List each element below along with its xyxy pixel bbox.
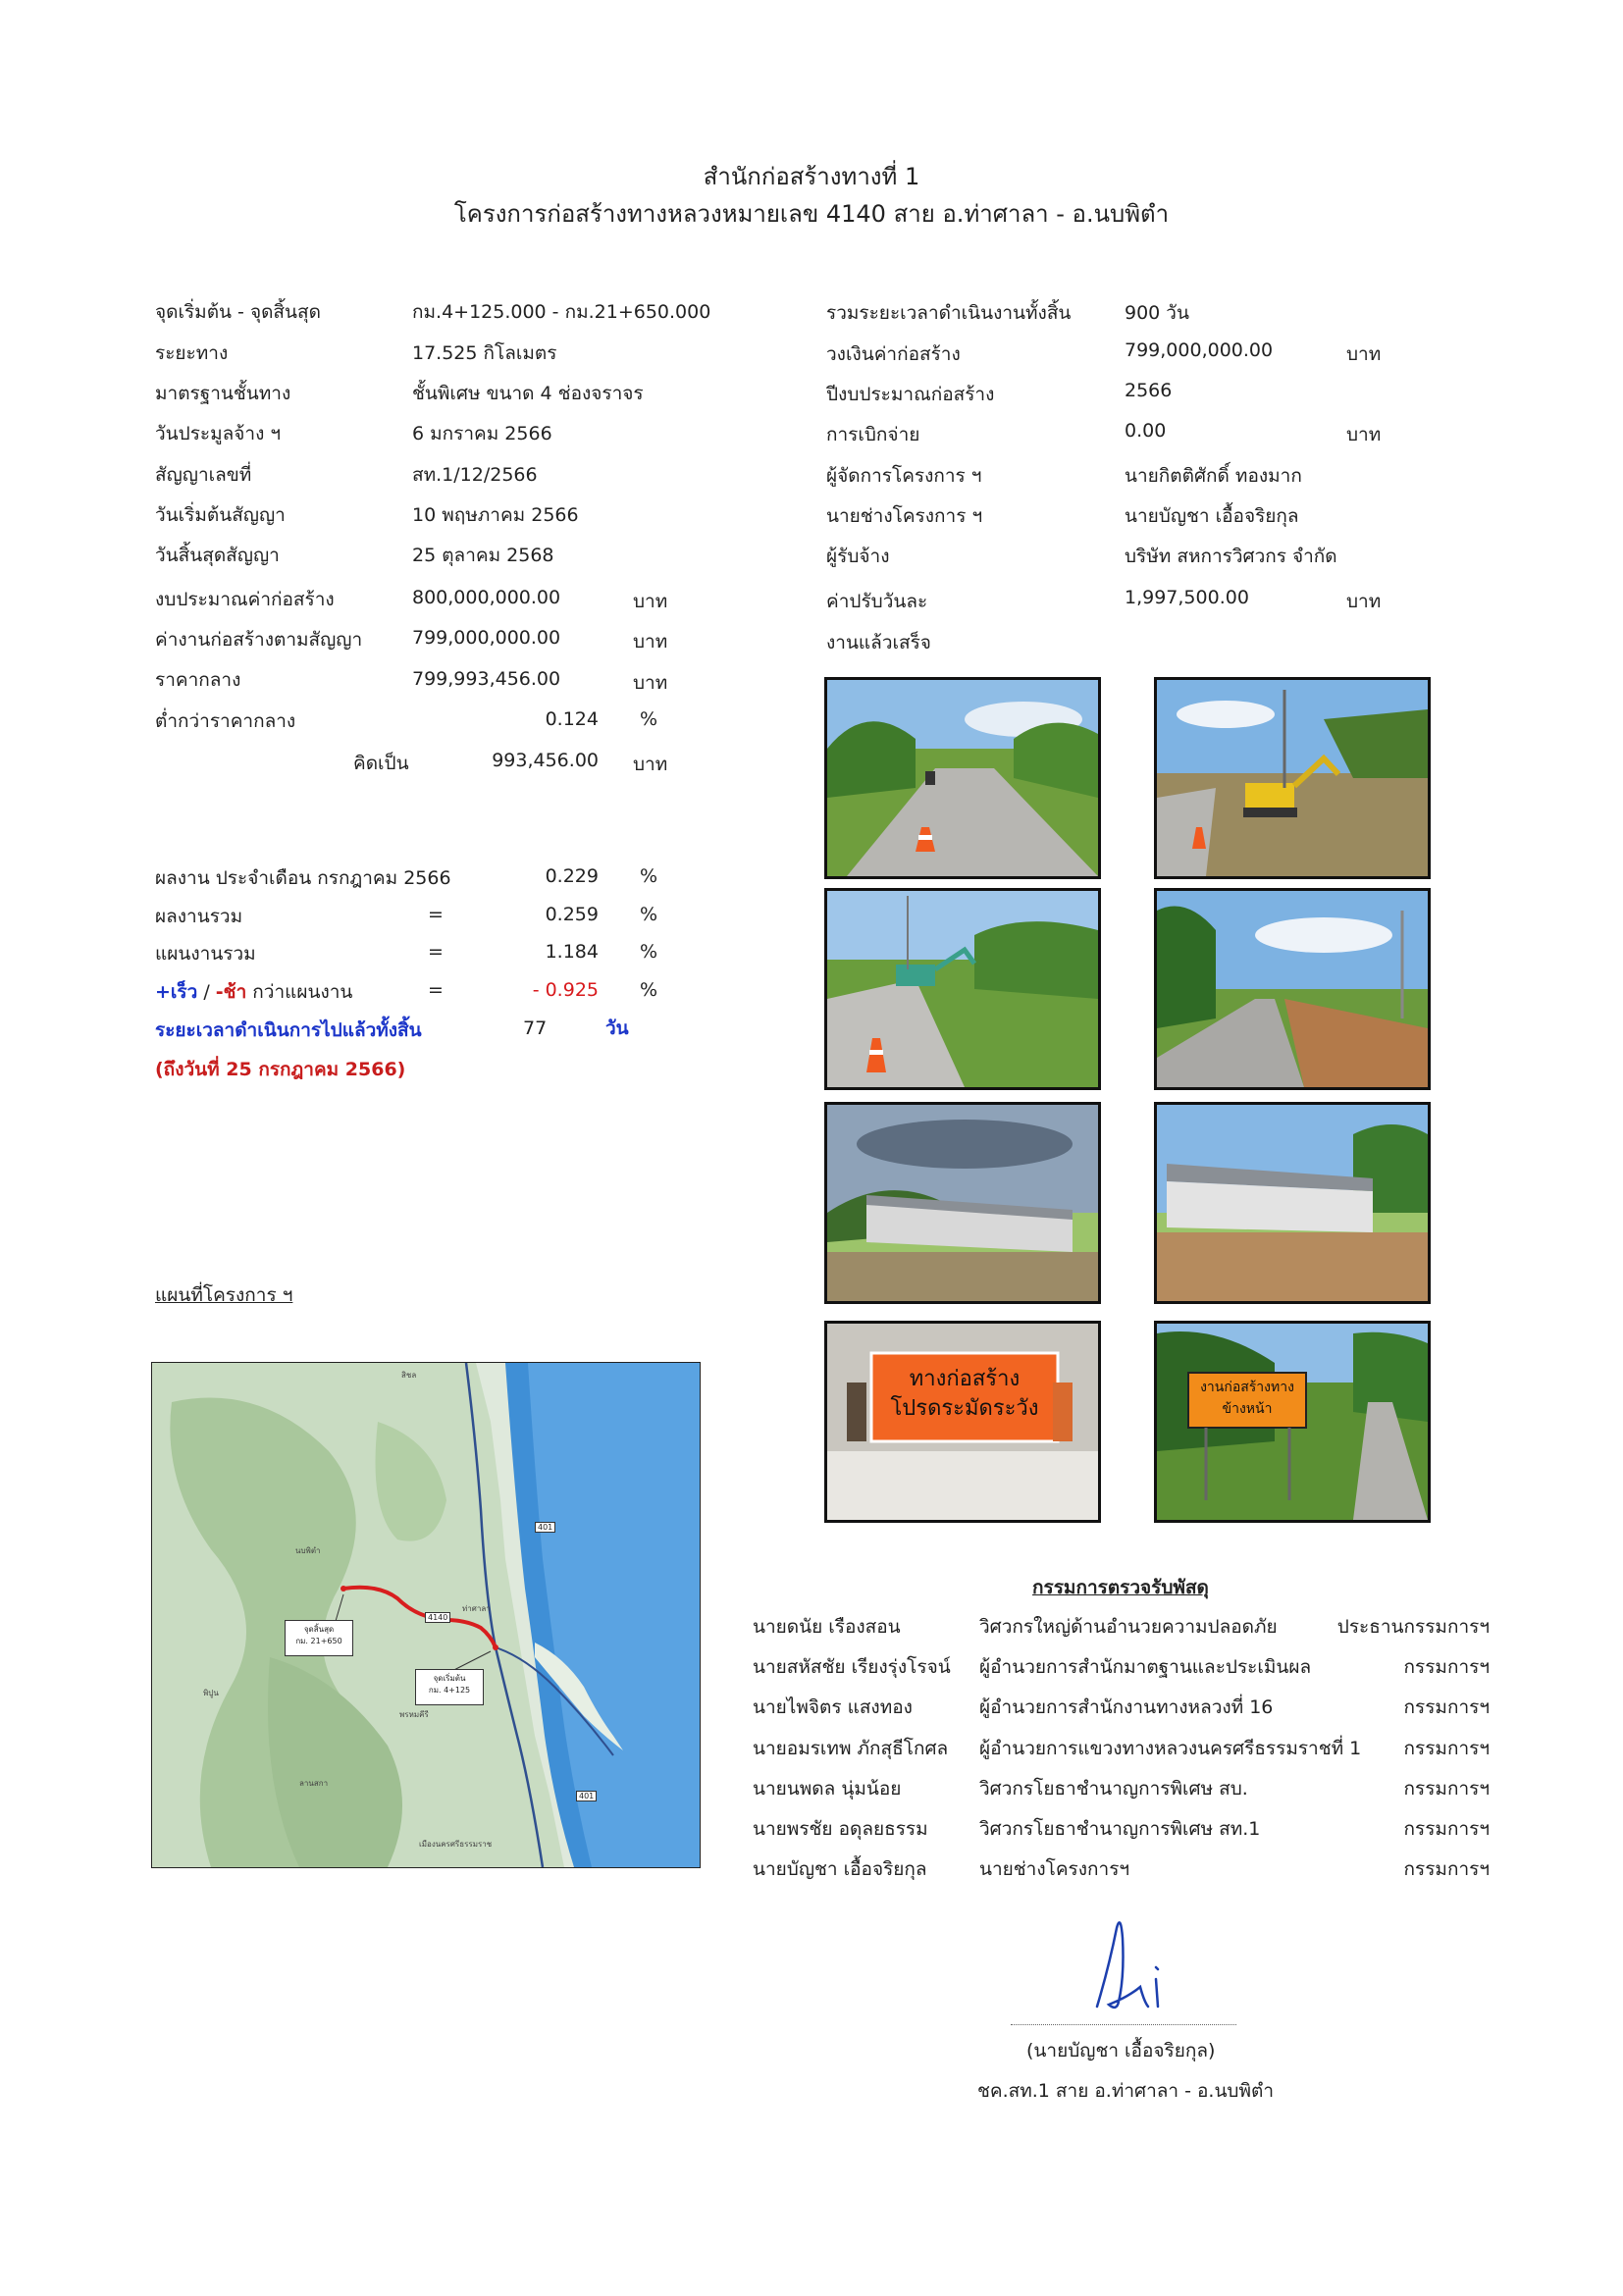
member-position: วิศวกรโยธาชำนาญการพิเศษ สบ. — [979, 1778, 1248, 1800]
left-value: 800,000,000.00 — [412, 587, 561, 608]
diff-sep: / — [197, 981, 216, 1003]
right-value: 799,000,000.00 — [1125, 339, 1274, 361]
place-label: ท่าศาลา — [462, 1604, 491, 1613]
site-photo-road-cone — [824, 677, 1101, 879]
left-value: ชั้นพิเศษ ขนาด 4 ช่องจราจร — [412, 383, 644, 404]
plan-progress-label: แผนงานรวม — [155, 943, 256, 965]
equals-sign: = — [428, 941, 444, 963]
left-label: วันสิ้นสุดสัญญา — [155, 545, 280, 566]
right-value: 900 วัน — [1125, 302, 1189, 324]
place-label: พิปูน — [203, 1689, 219, 1697]
left-value: สท.1/12/2566 — [412, 464, 538, 486]
left-value: 799,993,456.00 — [412, 668, 561, 690]
equals-sign: = — [428, 979, 444, 1001]
place-label: สิชล — [401, 1371, 417, 1380]
elapsed-label: ระยะเวลาดำเนินการไปแล้วทั้งสิ้น — [155, 1019, 422, 1041]
left-label: วันเริ่มต้นสัญญา — [155, 504, 286, 526]
monthly-progress-value: 0.229 — [545, 865, 599, 887]
diff-fast-label: +เร็ว — [155, 981, 198, 1003]
highway-badge: 401 — [535, 1522, 555, 1533]
photo-8-svg — [1157, 1324, 1428, 1520]
right-label: วงเงินค่าก่อสร้าง — [826, 343, 961, 365]
left-label: ราคากลาง — [155, 669, 241, 691]
member-name: นายบัญชา เอื้อจริยกุล — [753, 1858, 927, 1880]
right-label: รวมระยะเวลาดำเนินงานทั้งสิ้น — [826, 302, 1072, 324]
equivalent-unit: บาท — [633, 754, 668, 775]
sign-line1: ทางก่อสร้าง — [909, 1367, 1021, 1391]
total-progress-label: ผลงานรวม — [155, 906, 243, 927]
site-photo-roadside-excavator — [824, 888, 1101, 1090]
plan-progress-value: 1.184 — [545, 941, 599, 963]
left-value: กม.4+125.000 - กม.21+650.000 — [412, 301, 711, 323]
left-unit: บาท — [633, 672, 668, 694]
signer-name: (นายบัญชา เอื้อจริยกุล) — [1026, 2040, 1216, 2061]
right-label: ผู้จัดการโครงการ ฯ — [826, 465, 982, 487]
start-callout-line1: จุดเริ่มต้น — [433, 1674, 466, 1683]
left-unit: บาท — [633, 631, 668, 652]
photo-3-svg — [827, 891, 1098, 1087]
left-value: 10 พฤษภาคม 2566 — [412, 504, 579, 526]
left-label: งบประมาณค่าก่อสร้าง — [155, 589, 335, 610]
project-title: โครงการก่อสร้างทางหลวงหมายเลข 4140 สาย อ.ท่าศาลา - อ.นบพิตำ — [453, 200, 1170, 228]
right-unit: บาท — [1346, 424, 1382, 445]
sign-line2: โปรดระมัดระวัง — [890, 1396, 1039, 1421]
left-label: มาตรฐานชั้นทาง — [155, 383, 291, 404]
member-role: กรรมการฯ — [1403, 1818, 1490, 1840]
sign-line2: ข้างหน้า — [1222, 1401, 1273, 1417]
photo-6-svg — [1157, 1105, 1428, 1301]
right-label: ผู้รับจ้าง — [826, 546, 890, 567]
signer-title: ชค.สท.1 สาย อ.ท่าศาลา - อ.นบพิตำ — [977, 2080, 1275, 2102]
left-label: สัญญาเลขที่ — [155, 464, 252, 486]
right-value: 1,997,500.00 — [1125, 587, 1249, 608]
member-role: กรรมการฯ — [1403, 1696, 1490, 1718]
left-value: 17.525 กิโลเมตร — [412, 342, 557, 364]
diff-value: - 0.925 — [532, 979, 599, 1001]
end-callout-line2: กม. 21+650 — [295, 1637, 342, 1645]
right-value: นายบัญชา เอื้อจริยกุล — [1125, 505, 1299, 527]
right-label: นายช่างโครงการ ฯ — [826, 505, 983, 527]
equivalent-label: คิดเป็น — [353, 753, 409, 774]
member-name: นายอมรเทพ ภักสุธีโกศล — [753, 1738, 949, 1759]
diff-label — [155, 977, 352, 1007]
place-label: เมืองนครศรีธรรมราช — [419, 1840, 493, 1849]
member-position: นายช่างโครงการฯ — [979, 1858, 1130, 1880]
member-role: กรรมการฯ — [1403, 1656, 1490, 1678]
member-position: วิศวกรโยธาชำนาญการพิเศษ สท.1 — [979, 1818, 1261, 1840]
start-point-callout — [415, 1669, 484, 1705]
member-role: ประธานกรรมการฯ — [1336, 1616, 1490, 1638]
photo-2-svg — [1157, 680, 1428, 876]
member-position: วิศวกรใหญ่ด้านอำนวยความปลอดภัย — [979, 1616, 1278, 1638]
member-position: ผู้อำนวยการสำนักมาตฐานและประเมินผล — [979, 1656, 1312, 1678]
equals-sign: = — [428, 904, 444, 925]
as-of-date: (ถึงวันที่ 25 กรกฎาคม 2566) — [155, 1059, 406, 1080]
left-label: ระยะทาง — [155, 342, 229, 364]
site-photo-building-side — [824, 1102, 1101, 1304]
right-label: การเบิกจ่าย — [826, 424, 920, 445]
equivalent-value: 993,456.00 — [492, 750, 599, 771]
member-role: กรรมการฯ — [1403, 1858, 1490, 1880]
elapsed-unit: วัน — [605, 1018, 629, 1039]
member-position: ผู้อำนวยการแขวงทางหลวงนครศรีธรรมราชที่ 1 — [979, 1738, 1362, 1759]
percent-unit: % — [640, 979, 658, 1001]
left-label: ค่างานก่อสร้างตามสัญญา — [155, 629, 363, 651]
site-photo-warning-sign-1 — [824, 1321, 1101, 1523]
office-title: สำนักก่อสร้างทางที่ 1 — [703, 163, 920, 190]
total-progress-value: 0.259 — [545, 904, 599, 925]
sign-line1: งานก่อสร้างทาง — [1200, 1380, 1294, 1395]
member-name: นายไพจิตร แสงทอง — [753, 1696, 913, 1718]
percent-unit: % — [640, 941, 658, 963]
handwritten-signature — [1079, 1908, 1187, 2026]
sign-text — [1190, 1377, 1304, 1420]
sign-text — [886, 1365, 1043, 1424]
map-heading: แผนที่โครงการ ฯ — [155, 1284, 293, 1306]
right-value: บริษัท สหการวิศวกร จำกัด — [1125, 546, 1337, 567]
right-value: 0.00 — [1125, 420, 1167, 442]
site-photo-building-front — [1154, 1102, 1431, 1304]
photo-5-svg — [827, 1105, 1098, 1301]
project-map — [151, 1362, 701, 1868]
left-label: จุดเริ่มต้น - จุดสิ้นสุด — [155, 301, 321, 323]
left-label: ต่ำกว่าราคากลาง — [155, 710, 296, 732]
member-name: นายนพดล นุ่มน้อย — [753, 1778, 902, 1800]
signature-line — [1011, 2024, 1236, 2025]
photo-4-svg — [1157, 891, 1428, 1087]
committee-heading: กรรมการตรวจรับพัสดุ — [1032, 1577, 1209, 1598]
site-photo-road-shoulder — [1154, 888, 1431, 1090]
diff-rest-label: กว่าแผนงาน — [246, 981, 353, 1003]
place-label: นบพิตำ — [295, 1546, 321, 1555]
diff-slow-label: -ช้า — [215, 981, 247, 1003]
right-label: ปีงบประมาณก่อสร้าง — [826, 384, 995, 405]
left-unit: บาท — [633, 591, 668, 612]
percent-unit: % — [640, 904, 658, 925]
member-role: กรรมการฯ — [1403, 1778, 1490, 1800]
start-callout-line2: กม. 4+125 — [428, 1686, 471, 1695]
site-photo-warning-sign-2 — [1154, 1321, 1431, 1523]
left-value: 0.124 — [545, 708, 599, 730]
site-photo-excavator — [1154, 677, 1431, 879]
right-unit: บาท — [1346, 343, 1382, 365]
member-name: นายพรชัย อดุลยธรรม — [753, 1818, 928, 1840]
left-value: 25 ตุลาคม 2568 — [412, 545, 554, 566]
place-label: ลานสกา — [299, 1779, 329, 1788]
member-role: กรรมการฯ — [1403, 1738, 1490, 1759]
member-name: นายดนัย เรืองสอน — [753, 1616, 901, 1638]
right-unit: บาท — [1346, 591, 1382, 612]
end-callout-line1: จุดสิ้นสุด — [303, 1625, 335, 1634]
end-point-callout — [285, 1620, 353, 1656]
left-unit: % — [640, 708, 658, 730]
route-number-badge: 4140 — [425, 1612, 450, 1623]
left-value: 799,000,000.00 — [412, 627, 561, 649]
member-position: ผู้อำนวยการสำนักงานทางหลวงที่ 16 — [979, 1696, 1274, 1718]
highway-badge: 401 — [576, 1791, 597, 1801]
monthly-progress-label: ผลงาน ประจำเดือน กรกฎาคม 2566 — [155, 867, 451, 889]
right-value: 2566 — [1125, 380, 1173, 401]
right-label: ค่าปรับวันละ — [826, 591, 928, 612]
member-name: นายสหัสชัย เรียงรุ่งโรจน์ — [753, 1656, 951, 1678]
right-value: นายกิตติศักดิ์ ทองมาก — [1125, 465, 1302, 487]
left-label: วันประมูลจ้าง ฯ — [155, 423, 282, 444]
place-label: พรหมคีรี — [399, 1710, 429, 1719]
elapsed-value: 77 — [523, 1018, 548, 1039]
percent-unit: % — [640, 865, 658, 887]
left-value: 6 มกราคม 2566 — [412, 423, 552, 444]
photo-1-svg — [827, 680, 1098, 876]
right-label: งานแล้วเสร็จ — [826, 632, 931, 653]
